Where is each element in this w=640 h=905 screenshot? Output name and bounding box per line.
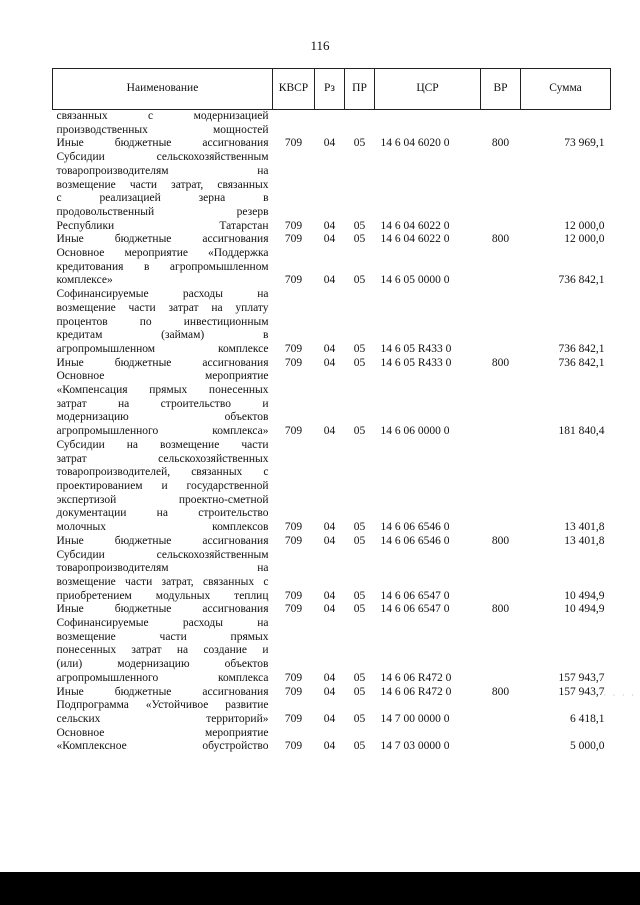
- table-row: [53, 549, 611, 604]
- table-row: [53, 370, 611, 439]
- row-name-line: производственных мощностей: [56, 123, 269, 136]
- row-name: [53, 535, 273, 549]
- row-name-line: возмещение части затрат, связанных с: [56, 575, 269, 588]
- table-row: [53, 439, 611, 535]
- row-sum: 13 401,8: [564, 534, 605, 547]
- row-name: [53, 137, 273, 151]
- row-rz: 04: [323, 685, 336, 698]
- row-sum: 13 401,8: [564, 521, 605, 534]
- row-pr: 05: [353, 219, 366, 232]
- row-pr: 05: [353, 685, 366, 698]
- row-rz: 04: [323, 342, 336, 355]
- table-row: [53, 137, 611, 151]
- row-sum: 73 969,1: [564, 137, 605, 150]
- row-name-line: Иные бюджетные ассигнования: [56, 356, 269, 369]
- table-row: [53, 247, 611, 288]
- row-rz: 04: [323, 534, 336, 547]
- row-name-line: Иные бюджетные ассигнования: [56, 534, 269, 547]
- row-name-line: агропромышленном комплексе: [56, 342, 269, 355]
- row-kvsr: 709: [284, 342, 303, 355]
- row-sum: 12 000,0: [564, 233, 605, 246]
- row-sum: 157 943,7: [558, 671, 605, 684]
- row-pr: 05: [353, 589, 366, 602]
- table-row: [53, 535, 611, 549]
- header-kvsr: КВСР: [273, 69, 315, 110]
- row-pr: 05: [353, 712, 366, 725]
- row-vr: [481, 247, 521, 288]
- row-name: [53, 370, 273, 439]
- row-sum: 5 000,0: [570, 740, 605, 753]
- row-csr: 14 6 04 6020 0: [380, 137, 450, 150]
- row-vr: [481, 699, 521, 726]
- row-rz: 04: [323, 671, 336, 684]
- row-name-line: сельских территорий»: [56, 712, 269, 725]
- row-name-line: товаропроизводителям на: [56, 164, 269, 177]
- row-vr: [481, 617, 521, 686]
- row-name: [53, 727, 273, 754]
- row-name-line: агропромышленного комплекса»: [56, 425, 269, 438]
- row-vr: 800: [491, 137, 510, 150]
- row-kvsr: 709: [284, 589, 303, 602]
- row-pr: 05: [353, 274, 366, 287]
- row-sum: 736 842,1: [558, 274, 605, 287]
- row-name-line: Субсидии сельскохозяйственным: [56, 548, 269, 561]
- row-sum: 10 494,9: [564, 589, 605, 602]
- row-pr: 05: [353, 356, 366, 369]
- row-name-line: продовольственный резерв: [56, 205, 269, 218]
- page-number: 116: [310, 38, 330, 53]
- row-csr: [375, 110, 481, 138]
- row-name: [53, 699, 273, 726]
- row-name: [53, 151, 273, 233]
- row-sum: 6 418,1: [570, 712, 605, 725]
- table-row: [53, 110, 611, 138]
- row-vr: [481, 151, 521, 233]
- scan-bottom-border: [0, 872, 640, 905]
- header-csr: ЦСР: [375, 69, 481, 110]
- table-row: [53, 686, 611, 700]
- row-name-line: Субсидии сельскохозяйственным: [56, 151, 269, 164]
- row-name-line: экспертизой проектно-сметной: [56, 493, 269, 506]
- row-kvsr: 709: [284, 233, 303, 246]
- row-rz: 04: [323, 233, 336, 246]
- row-name-line: с реализацией зерна в: [56, 192, 269, 205]
- header-rz: Рз: [315, 69, 345, 110]
- row-kvsr: 709: [284, 274, 303, 287]
- scan-artifact: · · · ·: [603, 690, 636, 700]
- row-name-line: Иные бюджетные ассигнования: [56, 137, 269, 150]
- row-rz: 04: [323, 219, 336, 232]
- row-rz: 04: [323, 589, 336, 602]
- row-kvsr: 709: [284, 671, 303, 684]
- row-name-line: Основное мероприятие: [56, 370, 269, 383]
- row-name-line: Софинансируемые расходы на: [56, 288, 269, 301]
- row-sum: 10 494,9: [564, 603, 605, 616]
- row-pr: 05: [353, 425, 366, 438]
- header-name: Наименование: [53, 69, 273, 110]
- table-row: [53, 233, 611, 247]
- row-pr: 05: [353, 671, 366, 684]
- row-pr: 05: [353, 603, 366, 616]
- row-vr: [481, 727, 521, 754]
- row-csr: 14 6 06 0000 0: [380, 425, 450, 438]
- row-kvsr: 709: [284, 137, 303, 150]
- row-name-line: агропромышленного комплекса: [56, 671, 269, 684]
- row-csr: 14 7 00 0000 0: [380, 712, 450, 725]
- row-name: [53, 439, 273, 535]
- row-name-line: Иные бюджетные ассигнования: [56, 603, 269, 616]
- row-rz: 04: [323, 137, 336, 150]
- row-name-line: Иные бюджетные ассигнования: [56, 233, 269, 246]
- row-vr: [481, 370, 521, 439]
- budget-table: [52, 68, 611, 754]
- row-kvsr: 709: [284, 534, 303, 547]
- row-csr: 14 7 03 0000 0: [380, 740, 450, 753]
- row-sum: 12 000,0: [564, 219, 605, 232]
- row-sum: 736 842,1: [558, 342, 605, 355]
- row-name-line: затрат на строительство и: [56, 397, 269, 410]
- row-rz: 04: [323, 740, 336, 753]
- row-vr: 800: [491, 233, 510, 246]
- row-name-line: проектированием и государственной: [56, 479, 269, 492]
- row-csr: 14 6 06 6547 0: [380, 603, 450, 616]
- row-name: [53, 357, 273, 371]
- row-name-line: Основное мероприятие «Поддержка: [56, 247, 269, 260]
- row-name-line: модернизацию объектов: [56, 411, 269, 424]
- table-row: [53, 151, 611, 233]
- table-row: [53, 617, 611, 686]
- row-name: [53, 549, 273, 604]
- row-name: [53, 686, 273, 700]
- table-row: [53, 288, 611, 357]
- row-name-line: возмещение части прямых: [56, 630, 269, 643]
- row-pr: 05: [353, 534, 366, 547]
- row-name-line: Подпрограмма «Устойчивое развитие: [56, 699, 269, 712]
- row-csr: 14 6 06 6546 0: [380, 521, 450, 534]
- table-header-row: [53, 69, 611, 110]
- row-csr: 14 6 06 R472 0: [380, 671, 452, 684]
- row-kvsr: 709: [284, 712, 303, 725]
- row-name-line: (или) модернизацию объектов: [56, 658, 269, 671]
- row-name-line: возмещение части затрат на уплату: [56, 301, 269, 314]
- row-vr: 800: [491, 603, 510, 616]
- row-pr: 05: [353, 521, 366, 534]
- row-vr: 800: [491, 534, 510, 547]
- row-pr: 05: [353, 137, 366, 150]
- table-row: [53, 727, 611, 754]
- row-csr: 14 6 04 6022 0: [380, 219, 450, 232]
- table-row: [53, 357, 611, 371]
- row-pr: 05: [353, 740, 366, 753]
- row-kvsr: 709: [284, 425, 303, 438]
- row-vr: 800: [491, 685, 510, 698]
- row-pr: [345, 110, 375, 138]
- row-kvsr: 709: [284, 603, 303, 616]
- row-csr: 14 6 06 R472 0: [380, 685, 452, 698]
- row-name-line: затрат сельскохозяйственных: [56, 452, 269, 465]
- table-row: [53, 603, 611, 617]
- row-vr: [481, 288, 521, 357]
- row-name: [53, 288, 273, 357]
- row-sum: 157 943,7: [558, 685, 605, 698]
- header-sum: Сумма: [521, 69, 611, 110]
- row-rz: 04: [323, 712, 336, 725]
- row-sum: 736 842,1: [558, 356, 605, 369]
- row-name-line: Республики Татарстан: [56, 219, 269, 232]
- row-sum: 181 840,4: [558, 425, 605, 438]
- row-name-line: Субсидии на возмещение части: [56, 438, 269, 451]
- row-vr: [481, 549, 521, 604]
- row-name-line: Иные бюджетные ассигнования: [56, 685, 269, 698]
- row-csr: 14 6 05 R433 0: [380, 342, 452, 355]
- table-row: [53, 699, 611, 726]
- row-name-line: комплексе»: [56, 274, 113, 287]
- row-name-line: Основное мероприятие: [56, 726, 269, 739]
- row-rz: 04: [323, 356, 336, 369]
- row-vr: [481, 439, 521, 535]
- row-vr: [481, 110, 521, 138]
- row-kvsr: 709: [284, 356, 303, 369]
- row-name: [53, 603, 273, 617]
- row-vr: 800: [491, 356, 510, 369]
- row-kvsr: 709: [284, 685, 303, 698]
- row-csr: 14 6 06 6546 0: [380, 534, 450, 547]
- row-name-line: возмещение части затрат, связанных: [56, 178, 269, 191]
- row-name: [53, 233, 273, 247]
- row-csr: 14 6 04 6022 0: [380, 233, 450, 246]
- row-csr: 14 6 06 6547 0: [380, 589, 450, 602]
- row-name-line: товаропроизводителям на: [56, 562, 269, 575]
- row-name: [53, 617, 273, 686]
- row-rz: 04: [323, 603, 336, 616]
- row-kvsr: 709: [284, 521, 303, 534]
- header-pr: ПР: [345, 69, 375, 110]
- row-csr: 14 6 05 0000 0: [380, 274, 450, 287]
- row-name-line: «Комплексное обустройство: [56, 740, 269, 753]
- row-name-line: товаропроизводителей, связанных с: [56, 466, 269, 479]
- row-rz: [315, 110, 345, 138]
- row-kvsr: 709: [284, 219, 303, 232]
- row-name: [53, 110, 273, 138]
- row-sum: [521, 110, 611, 138]
- row-name-line: кредитования в агропромышленном: [56, 260, 269, 273]
- row-name-line: связанных с модернизацией: [56, 110, 269, 122]
- row-rz: 04: [323, 274, 336, 287]
- row-rz: 04: [323, 521, 336, 534]
- row-rz: 04: [323, 425, 336, 438]
- row-name: [53, 247, 273, 288]
- row-csr: 14 6 05 R433 0: [380, 356, 452, 369]
- row-name-line: молочных комплексов: [56, 521, 269, 534]
- row-name-line: понесенных затрат на создание и: [56, 644, 269, 657]
- row-name-line: Софинансируемые расходы на: [56, 617, 269, 630]
- table-body: [53, 110, 611, 755]
- row-kvsr: 709: [284, 740, 303, 753]
- row-pr: 05: [353, 233, 366, 246]
- row-kvsr: [273, 110, 315, 138]
- row-name-line: процентов по инвестиционным: [56, 315, 269, 328]
- row-name-line: «Компенсация прямых понесенных: [56, 384, 269, 397]
- row-pr: 05: [353, 342, 366, 355]
- row-name-line: кредитам (займам) в: [56, 329, 269, 342]
- header-vr: ВР: [481, 69, 521, 110]
- row-name-line: документации на строительство: [56, 507, 269, 520]
- row-name-line: приобретением модульных теплиц: [56, 589, 269, 602]
